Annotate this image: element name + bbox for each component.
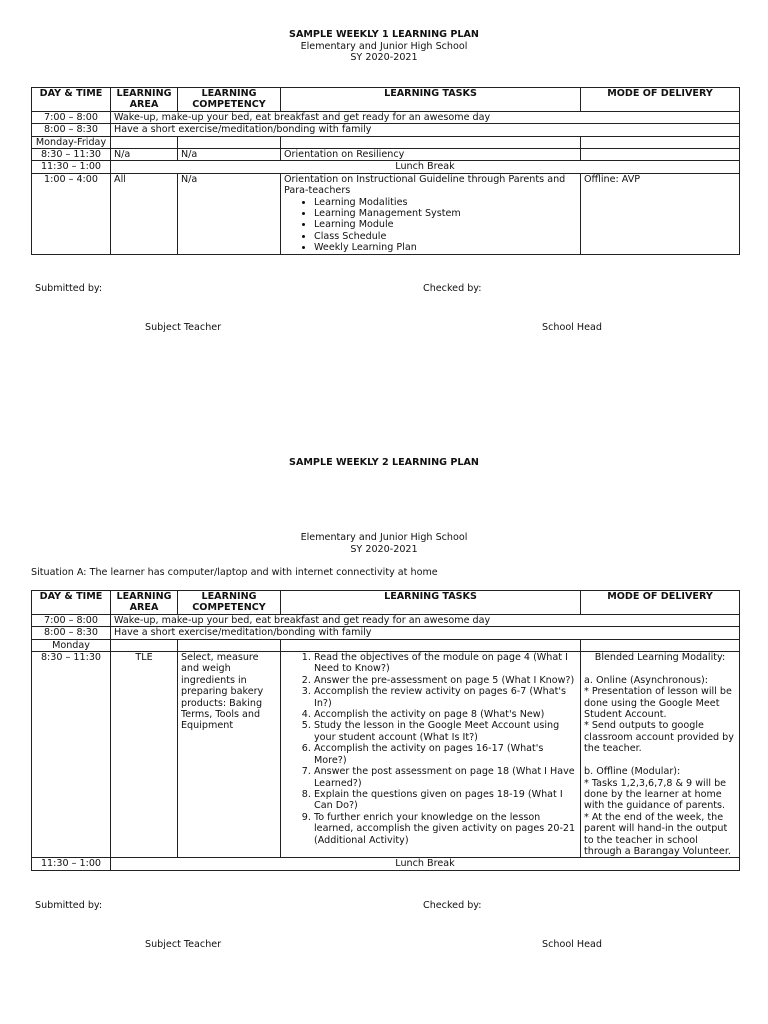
list-item: • Learning Modalities: [314, 197, 577, 208]
plan1-table: [31, 87, 740, 255]
header-day-time: DAY & TIME: [32, 88, 111, 112]
plan1-school: Elementary and Junior High School: [300, 41, 468, 52]
header-mode-of-delivery: MODE OF DELIVERY: [581, 88, 740, 112]
table-row: [32, 614, 740, 626]
list-item: • Class Schedule: [314, 231, 577, 242]
header-day-time: DAY & TIME: [32, 591, 111, 615]
empty-cell: [178, 136, 281, 148]
table-row: [32, 173, 740, 254]
table-row: [32, 149, 740, 161]
header-learning-tasks: LEARNING TASKS: [281, 591, 581, 615]
task-cell: [281, 652, 581, 858]
list-item: 1. Read the objectives of the module on page 4 (What I Need to Know?): [314, 652, 577, 675]
header-learning-area: LEARNING AREA: [111, 591, 178, 615]
plan2-school-year: SY 2020-2021: [350, 544, 418, 555]
header-learning-competency: LEARNING COMPETENCY: [178, 88, 281, 112]
area-cell: All: [111, 173, 178, 254]
mode-heading: Blended Learning Modality:: [594, 652, 726, 664]
lunch-break-cell: Lunch Break: [111, 161, 740, 173]
list-item: 8. Explain the questions given on pages 18-19 (What I Can Do?): [314, 789, 577, 812]
header-learning-competency: LEARNING COMPETENCY: [178, 591, 281, 615]
list-item: 2. Answer the pre-assessment on page 5 (What I Know?): [314, 675, 577, 686]
activity-cell: Have a short exercise/meditation/bonding with family: [111, 124, 740, 136]
time-cell: 1:00 – 4:00: [32, 173, 111, 254]
competency-cell: Select, measure and weigh ingredients in preparing bakery products: Baking Terms, Tools and Equipment: [178, 652, 281, 858]
empty-cell: [581, 136, 740, 148]
time-cell: 8:00 – 8:30: [32, 627, 111, 639]
task-cell: [281, 173, 581, 254]
plan2-checked-by: Checked by:: [423, 900, 482, 911]
time-cell: 11:30 – 1:00: [32, 161, 111, 173]
mode-online-item: * Presentation of lesson will be done using the Google Meet Student Account.: [584, 686, 732, 721]
list-item: 6. Accomplish the activity on pages 16-17 (What's More?): [314, 743, 577, 766]
list-item: 3. Accomplish the review activity on pages 6-7 (What's In?): [314, 686, 577, 709]
mode-cell: Offline: AVP: [581, 173, 740, 254]
empty-cell: [178, 639, 281, 651]
plan1-checked-by: Checked by:: [423, 283, 482, 294]
mode-offline-item: * Tasks 1,2,3,6,7,8 & 9 will be done by the learner at home with the guidance of parents.: [584, 777, 727, 812]
task-numbered-list: [284, 652, 577, 846]
day-cell: Monday: [32, 639, 111, 651]
table-row: [32, 161, 740, 173]
mode-online-item: * Send outputs to google classroom account provided by the teacher.: [584, 720, 734, 755]
list-item: 7. Answer the post assessment on page 18 (What I Have Learned?): [314, 766, 577, 789]
table-row: [32, 136, 740, 148]
plan1-submitted-by: Submitted by:: [35, 283, 103, 294]
plan1-subject-teacher: Subject Teacher: [145, 322, 222, 333]
plan2-submitted-by: Submitted by:: [35, 900, 103, 911]
time-cell: 8:00 – 8:30: [32, 124, 111, 136]
table-row: [32, 124, 740, 136]
header-mode-of-delivery: MODE OF DELIVERY: [581, 591, 740, 615]
plan2-title: SAMPLE WEEKLY 2 LEARNING PLAN: [289, 457, 479, 468]
competency-cell: N/a: [178, 149, 281, 161]
lunch-break-cell: Lunch Break: [111, 858, 740, 870]
mode-cell: [581, 652, 740, 858]
table-row: [32, 639, 740, 651]
day-cell: Monday-Friday: [32, 136, 111, 148]
plan2-subject-teacher: Subject Teacher: [145, 939, 222, 950]
list-item: 9. To further enrich your knowledge on the lesson learned, accomplish the given activity on pages 20-21 (Additional Activity): [314, 812, 577, 846]
plan2-situation: Situation A: The learner has computer/laptop and with internet connectivity at home: [31, 567, 438, 578]
mode-offline-item: * At the end of the week, the parent will hand-in the output to the teacher in school through a Barangay Volunteer.: [584, 811, 731, 857]
time-cell: 8:30 – 11:30: [32, 149, 111, 161]
empty-cell: [581, 639, 740, 651]
plan1-title: SAMPLE WEEKLY 1 LEARNING PLAN: [289, 29, 479, 40]
list-item: 4. Accomplish the activity on page 8 (What's New): [314, 709, 577, 720]
time-cell: 7:00 – 8:00: [32, 614, 111, 626]
plan1-school-year: SY 2020-2021: [350, 52, 418, 63]
activity-cell: Wake-up, make-up your bed, eat breakfast and get ready for an awesome day: [111, 111, 740, 123]
empty-cell: [281, 136, 581, 148]
table-row: [32, 858, 740, 870]
task-text: Orientation on Instructional Guideline through Parents and Para-teachers: [284, 173, 566, 197]
mode-offline-title: b. Offline (Modular):: [584, 766, 681, 778]
time-cell: 7:00 – 8:00: [32, 111, 111, 123]
empty-cell: [281, 639, 581, 651]
task-cell: Orientation on Resiliency: [281, 149, 581, 161]
table-row: [32, 627, 740, 639]
area-cell: TLE: [111, 652, 178, 858]
activity-cell: Have a short exercise/meditation/bonding with family: [111, 627, 740, 639]
table-row: [32, 652, 740, 858]
empty-cell: [111, 639, 178, 651]
time-cell: 11:30 – 1:00: [32, 858, 111, 870]
list-item: • Learning Management System: [314, 208, 577, 219]
area-cell: N/a: [111, 149, 178, 161]
mode-cell: [581, 149, 740, 161]
task-bullet-list: [284, 197, 577, 254]
header-learning-tasks: LEARNING TASKS: [281, 88, 581, 112]
list-item: • Learning Module: [314, 219, 577, 230]
list-item: 5. Study the lesson in the Google Meet Account using your student account (What Is It?): [314, 720, 577, 743]
plan2-school: Elementary and Junior High School: [300, 532, 468, 543]
header-learning-area: LEARNING AREA: [111, 88, 178, 112]
list-item: • Weekly Learning Plan: [314, 242, 577, 253]
plan1-header-row: [32, 88, 740, 112]
table-row: [32, 111, 740, 123]
activity-cell: Wake-up, make-up your bed, eat breakfast and get ready for an awesome day: [111, 614, 740, 626]
plan2-header-row: [32, 591, 740, 615]
plan2-table: [31, 590, 740, 871]
empty-cell: [111, 136, 178, 148]
mode-online-title: a. Online (Asynchronous):: [584, 674, 708, 686]
competency-cell: N/a: [178, 173, 281, 254]
plan2-school-head: School Head: [542, 939, 602, 950]
time-cell: 8:30 – 11:30: [32, 652, 111, 858]
plan1-school-head: School Head: [542, 322, 602, 333]
